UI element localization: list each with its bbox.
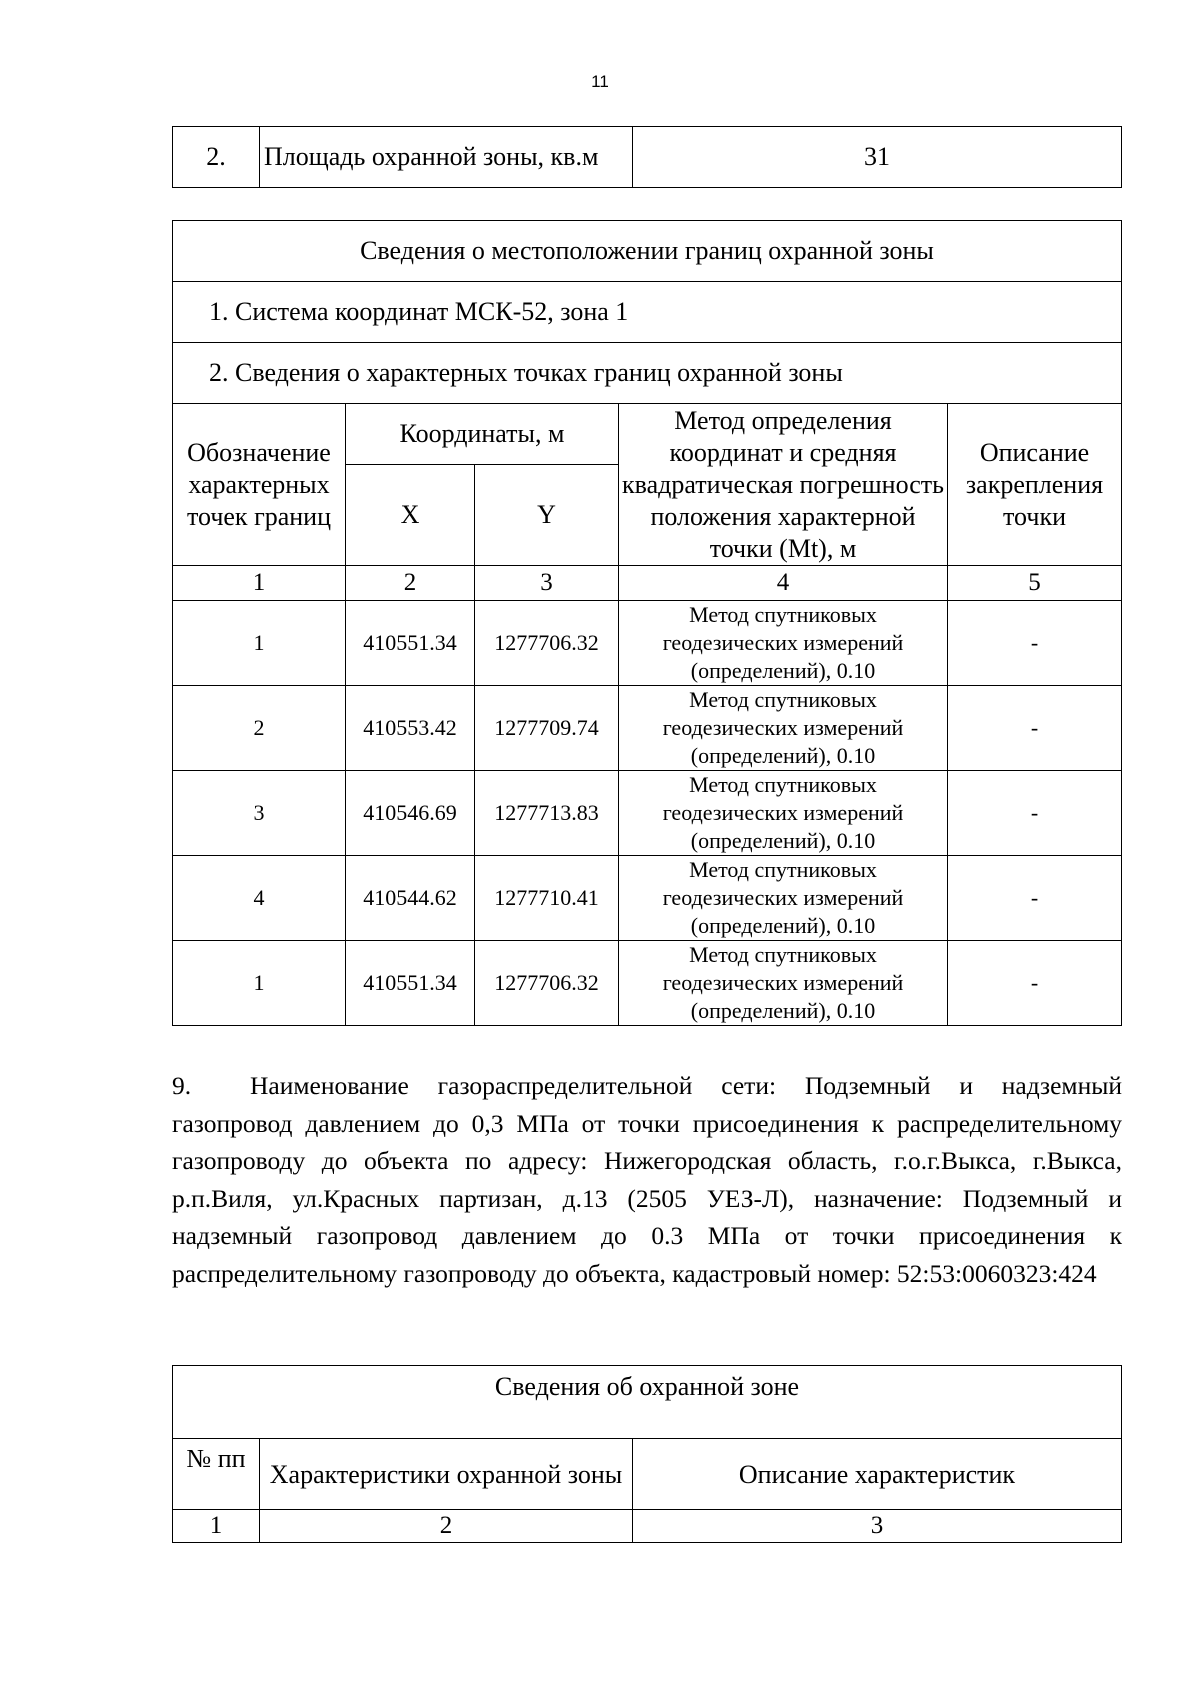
fixing-description: - — [948, 601, 1122, 686]
points-title: 2. Сведения о характерных точках границ охранной зоны — [173, 343, 1122, 404]
area-table — [172, 126, 1122, 188]
col-number: 3 — [475, 566, 619, 601]
section-9-number: 9. — [172, 1071, 192, 1100]
table-row — [173, 771, 1122, 856]
coord-x: 410551.34 — [346, 601, 475, 686]
coordinate-system: 1. Система координат МСК-52, зона 1 — [173, 282, 1122, 343]
col-number: 2 — [346, 566, 475, 601]
col-x: X — [346, 465, 475, 566]
col-description: Описание закрепления точки — [948, 404, 1122, 566]
area-row-number: 2. — [173, 127, 260, 188]
method: Метод спутниковых геодезических измерений (определений), 0.10 — [619, 601, 948, 686]
point-id: 3 — [173, 771, 346, 856]
table-row — [173, 686, 1122, 771]
method: Метод спутниковых геодезических измерений (определений), 0.10 — [619, 941, 948, 1026]
col-method: Метод определения координат и средняя квадратическая погрешность положения характерной точки (Mt), м — [619, 404, 948, 566]
coord-y: 1277706.32 — [475, 601, 619, 686]
point-id: 4 — [173, 856, 346, 941]
col-number: 2 — [260, 1510, 633, 1543]
table-row — [173, 856, 1122, 941]
col-number: 1 — [173, 1510, 260, 1543]
table-row — [173, 941, 1122, 1026]
col-characteristics: Характеристики охранной зоны — [260, 1439, 633, 1510]
table-row — [173, 601, 1122, 686]
section-9-text: Наименование газораспределительной сети: Подземный и надземный газопровод давлением до 0,3 МПа от точки присоединения к распределительному газопроводу до объекта по адресу: Нижегородская область, г.о.г.Выкса, г.Выкса, р.п.Виля, ул.Красных партизан, д.13 (2505 УЕЗ-Л), назначение: Подземный и надземный газопровод давлением до 0.3 МПа от точки присоединения к распределительному газопроводу до объекта, кадастровый номер: 52:53:0060323:424 — [172, 1071, 1122, 1288]
coord-x: 410551.34 — [346, 941, 475, 1026]
col-number: 5 — [948, 566, 1122, 601]
col-y: Y — [475, 465, 619, 566]
column-numbers-row — [173, 566, 1122, 601]
fixing-description: - — [948, 771, 1122, 856]
col-number: 3 — [633, 1510, 1122, 1543]
coord-y: 1277706.32 — [475, 941, 619, 1026]
col-pp: № пп — [173, 1439, 260, 1510]
coord-y: 1277713.83 — [475, 771, 619, 856]
column-numbers-row — [173, 1510, 1122, 1543]
col-characteristics-description: Описание характеристик — [633, 1439, 1122, 1510]
method: Метод спутниковых геодезических измерений (определений), 0.10 — [619, 856, 948, 941]
fixing-description: - — [948, 686, 1122, 771]
col-number: 4 — [619, 566, 948, 601]
area-row-label: Площадь охранной зоны, кв.м — [260, 127, 633, 188]
boundary-coordinates-table — [172, 220, 1122, 1026]
section-9-paragraph — [172, 1067, 1122, 1292]
fixing-description: - — [948, 941, 1122, 1026]
area-row-value: 31 — [633, 127, 1122, 188]
coord-y: 1277710.41 — [475, 856, 619, 941]
boundaries-title: Сведения о местоположении границ охранной зоны — [173, 221, 1122, 282]
col-number: 1 — [173, 566, 346, 601]
point-id: 1 — [173, 941, 346, 1026]
zone-info-table — [172, 1365, 1122, 1543]
point-id: 1 — [173, 601, 346, 686]
page-number: 11 — [591, 72, 609, 91]
zone-info-title: Сведения об охранной зоне — [173, 1366, 1122, 1439]
coord-y: 1277709.74 — [475, 686, 619, 771]
fixing-description: - — [948, 856, 1122, 941]
area-row — [173, 127, 1122, 188]
col-designation: Обозначение характерных точек границ — [173, 404, 346, 566]
coord-x: 410544.62 — [346, 856, 475, 941]
coord-x: 410553.42 — [346, 686, 475, 771]
coord-x: 410546.69 — [346, 771, 475, 856]
method: Метод спутниковых геодезических измерений (определений), 0.10 — [619, 771, 948, 856]
col-coordinates: Координаты, м — [346, 404, 619, 465]
method: Метод спутниковых геодезических измерений (определений), 0.10 — [619, 686, 948, 771]
point-id: 2 — [173, 686, 346, 771]
